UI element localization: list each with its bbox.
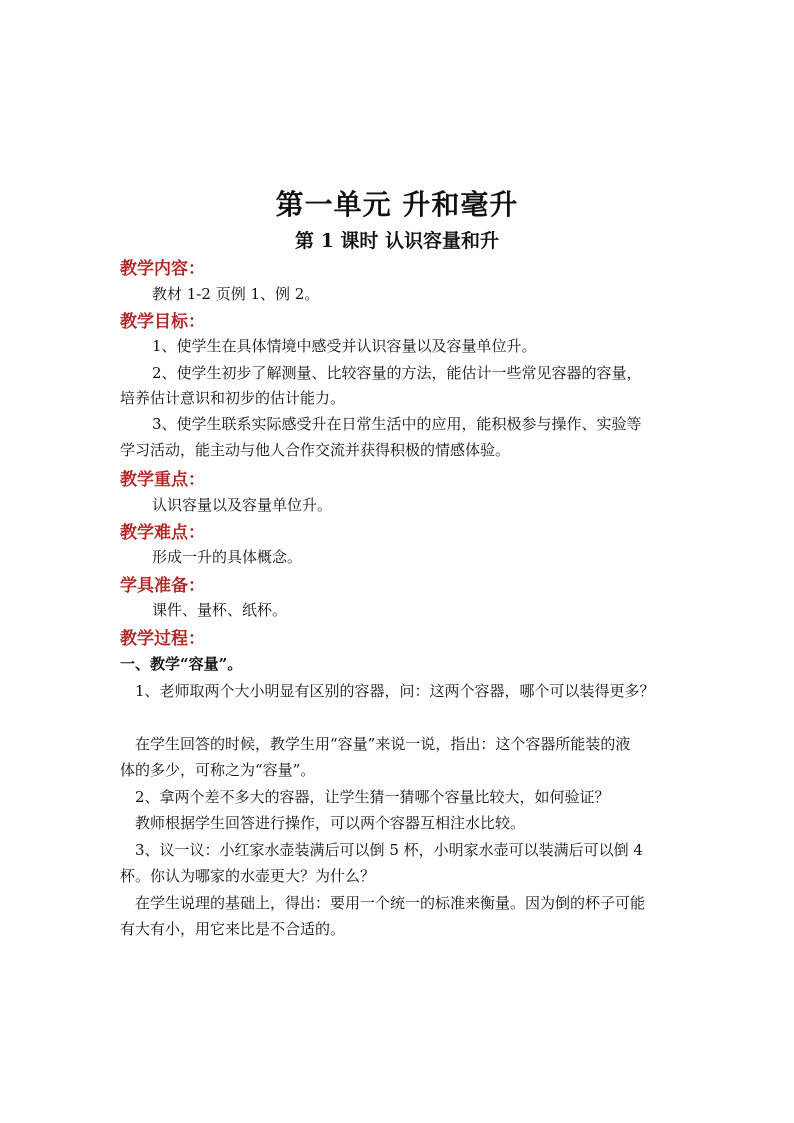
goal-1: 1、使学生在具体情境中感受并认识容量以及容量单位升。 (152, 337, 537, 355)
step-3-note-line1: 在学生说理的基础上，得出：要用一个统一的标准来衡量。因为倒的杯子可能 (135, 894, 646, 912)
goal-2-line1: 2、使学生初步了解测量、比较容量的方法，能估计一些常见容器的容量， (152, 364, 642, 382)
content-text: 教材 1-2 页例 1、例 2。 (152, 285, 320, 303)
document-title: 第一单元 升和毫升 (275, 188, 519, 221)
step-3-line1: 3、议一议：小红家水壶装满后可以倒 5 杯，小明家水壶可以装满后可以倒 4 (135, 841, 643, 859)
goals-heading: 教学目标： (120, 312, 205, 332)
key-text: 认识容量以及容量单位升。 (152, 496, 333, 514)
step-2-note: 教师根据学生回答进行操作，可以两个容器互相注水比较。 (135, 814, 526, 832)
step-1: 1、老师取两个大小明显有区别的容器，问：这两个容器，哪个可以装得更多？ (135, 682, 655, 700)
difficulty-heading: 教学难点： (120, 523, 205, 543)
prep-heading: 学具准备： (120, 576, 205, 596)
difficulty-text: 形成一升的具体概念。 (152, 548, 303, 566)
step-1-note-line2: 体的多少，可称之为“容量”。 (120, 761, 316, 779)
goal-3-line1: 3、使学生联系实际感受升在日常生活中的应用，能积极参与操作、实验等 (152, 415, 642, 433)
key-heading: 教学重点： (120, 470, 205, 490)
step-3-note-line2: 有大有小，用它来比是不合适的。 (120, 920, 346, 938)
process-heading: 教学过程： (120, 629, 205, 649)
lesson-subtitle: 第 1 课时 认识容量和升 (294, 230, 500, 252)
goal-3-line2: 学习活动，能主动与他人合作交流并获得积极的情感体验。 (120, 441, 511, 459)
step-3-line2: 杯。你认为哪家的水壶更大？为什么？ (120, 867, 376, 885)
prep-text: 课件、量杯、纸杯。 (152, 601, 288, 619)
step-1-note-line1: 在学生回答的时候，教学生用“容量”来说一说，指出：这个容器所能装的液 (135, 735, 631, 753)
goal-2-line2: 培养估计意识和初步的估计能力。 (120, 389, 346, 407)
content-heading: 教学内容： (120, 259, 205, 279)
part-1-title: 一、教学“容量”。 (120, 655, 243, 673)
step-2: 2、拿两个差不多大的容器，让学生猜一猜哪个容量比较大，如何验证？ (135, 788, 610, 806)
